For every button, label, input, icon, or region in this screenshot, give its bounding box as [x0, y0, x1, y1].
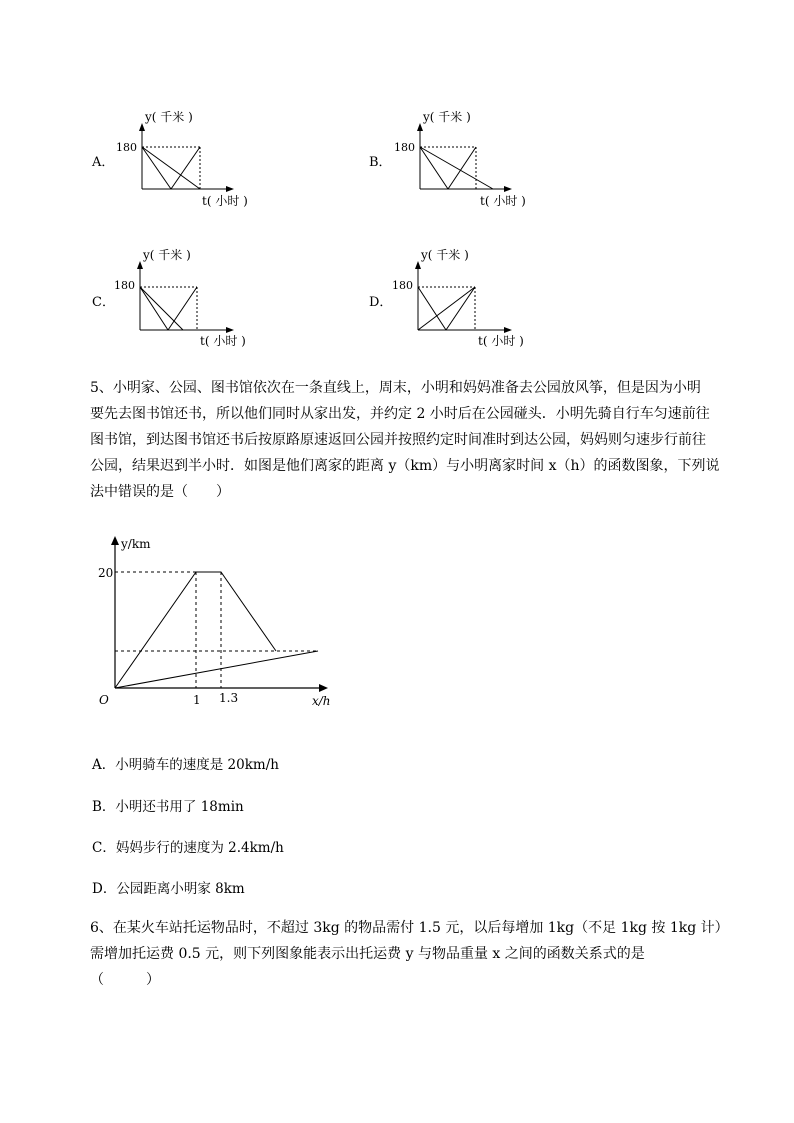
option-c-graph	[108, 243, 268, 348]
graph-line	[142, 147, 200, 189]
question-5-graph	[90, 528, 360, 713]
y-axis-arrow	[111, 536, 119, 545]
graph-line	[168, 287, 197, 330]
graph-line	[418, 287, 475, 330]
t-axis-label: t( 小时 )	[200, 334, 246, 348]
y-tick-180: 180	[394, 141, 415, 154]
question-line: 需增加托运费 0.5 元，则下列图象能表示出托运费 y 与物品重量 x 之间的函数关系式的是	[90, 946, 645, 962]
y-axis-arrow	[415, 261, 421, 269]
graph-line	[448, 147, 476, 189]
x-axis-arrow	[504, 327, 512, 333]
option-a-graph	[110, 105, 270, 210]
x-axis-arrow	[226, 186, 234, 192]
option-b-letter: B．	[369, 155, 392, 170]
choice-b: B．小明还书用了 18min	[92, 799, 244, 815]
y-axis-arrow	[137, 261, 143, 269]
y-tick-180: 180	[392, 279, 413, 292]
option-d-graph	[386, 243, 546, 348]
graph-line	[140, 287, 183, 330]
t-axis-label: t( 小时 )	[202, 194, 248, 208]
x-axis-arrow	[319, 684, 328, 692]
x-axis-label: x/h	[312, 694, 331, 708]
option-b-graph	[388, 105, 548, 210]
graph-line	[140, 287, 168, 330]
graph-line	[420, 147, 448, 189]
choice-c: C．妈妈步行的速度为 2.4km/h	[92, 840, 284, 856]
y-tick-180: 180	[114, 279, 135, 292]
y-axis-label: y( 千米 )	[421, 248, 469, 262]
mom-line	[115, 651, 318, 688]
question-line: （ ）	[90, 972, 160, 988]
graph-line	[171, 147, 200, 189]
x-tick-1: 1	[193, 693, 201, 707]
y-axis-label: y( 千米 )	[423, 110, 471, 124]
question-line: 6、在某火车站托运物品时，不超过 3kg 的物品需付 1.5 元，以后每增加 1kg（不足 1kg 按 1kg 计）	[90, 920, 729, 936]
option-a-letter: A．	[92, 155, 115, 170]
y-axis-label: y( 千米 )	[143, 248, 191, 262]
question-line: 要先去图书馆还书，所以他们同时从家出发，并约定 2 小时后在公园碰头．小明先骑自行车匀速前往	[90, 406, 710, 422]
question-line: 图书馆，到达图书馆还书后按原路原速返回公园并按照约定时间准时到达公园，妈妈则匀速步行前往	[90, 432, 706, 448]
choice-d: D．公园距离小明家 8km	[92, 881, 245, 897]
question-line: 5、小明家、公园、图书馆依次在一条直线上，周末，小明和妈妈准备去公园放风筝，但是因为小明	[90, 380, 701, 396]
x-axis-arrow	[504, 186, 512, 192]
origin-label: O	[99, 693, 109, 707]
graph-line	[446, 287, 475, 330]
x-axis-arrow	[226, 327, 234, 333]
option-c-letter: C．	[92, 295, 115, 310]
t-axis-label: t( 小时 )	[478, 334, 524, 348]
x-tick-1.3: 1.3	[219, 691, 239, 705]
question-5-text	[90, 375, 750, 505]
y-axis-label: y( 千米 )	[145, 110, 193, 124]
option-d-letter: D．	[369, 295, 393, 310]
choice-a: A．小明骑车的速度是 20km/h	[92, 757, 279, 773]
t-axis-label: t( 小时 )	[480, 194, 526, 208]
y-axis-arrow	[139, 123, 145, 131]
question-6-text	[90, 915, 750, 993]
question-line: 法中错误的是（ ）	[90, 484, 230, 500]
y-axis-arrow	[417, 123, 423, 131]
y-axis-label: y/km	[121, 537, 151, 551]
y-tick-20: 20	[98, 566, 114, 580]
graph-line	[142, 147, 171, 189]
graph-line	[418, 287, 446, 330]
graph-line	[420, 147, 493, 189]
y-tick-180: 180	[116, 141, 137, 154]
question-line: 公园，结果迟到半小时．如图是他们离家的距离 y（km）与小明离家时间 x（h）的函数图象，下列说	[90, 458, 720, 474]
